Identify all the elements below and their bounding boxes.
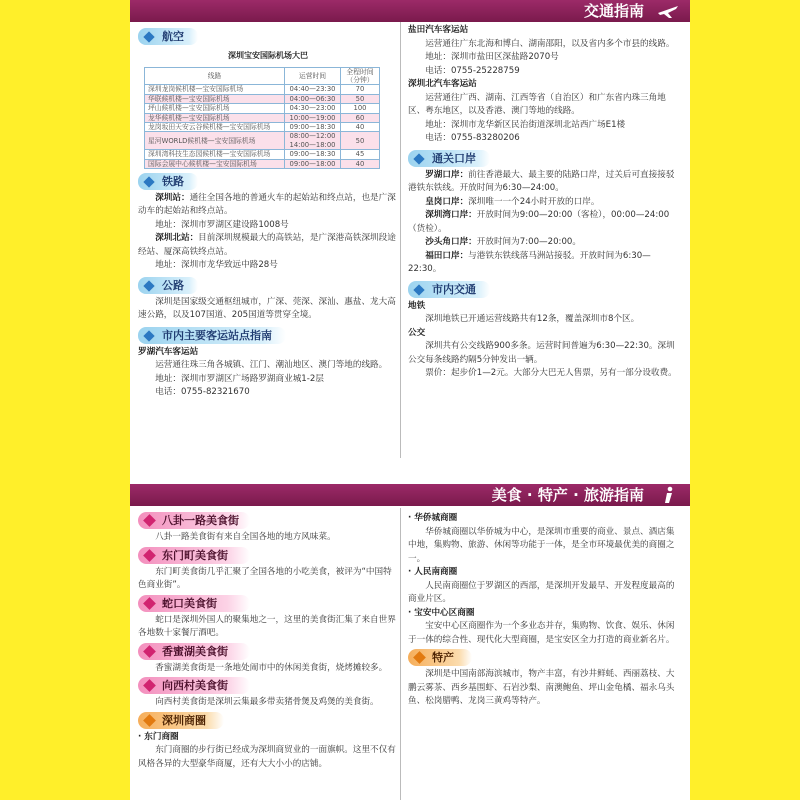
shenzhen-north-text: 深圳北站：目前深圳规模最大的高铁站，是广深港高铁深圳段途经站、厦深高铁终点站。: [138, 233, 396, 257]
shekou-food-street-heading: 蛇口美食街: [138, 595, 250, 612]
dongmen-food-street-heading: 东门町美食街: [138, 547, 250, 564]
luohu-station-phone: 电话：0755-82321670: [155, 387, 250, 398]
yantian-station-address: 地址：深圳市盐田区深盐路2070号: [425, 52, 559, 62]
xiangmihu-food-street-text: 香蜜湖美食街是一条地处闹市中的休闲美食街，烧烤摊较多。: [155, 662, 388, 673]
yantian-station-text: 运营通往广东北海和博白、湖南邵阳，以及省内多个市县的线路。: [425, 38, 675, 49]
luohu-station-title: 罗湖汽车客运站: [138, 346, 199, 357]
road-text: 深圳是国家级交通枢纽城市，广深、莞深、深汕、惠盐、龙大高速公路，以及107国道、205国道等贯穿全境。: [138, 296, 396, 321]
col-route: 线路: [145, 67, 285, 85]
baoan-shopping-title: · 宝安中心区商圈: [408, 607, 475, 618]
port-item: 深圳湾口岸：开放时间为9:00—20:00（客检），00:00—24:00（货检）。: [408, 210, 670, 234]
dongmen-shopping-text: 东门商圈的步行街已经成为深圳商贸业的一面旗帜。这里不仅有风格各异的大型豪华商厦，还有大大小小的店铺。: [138, 745, 396, 769]
transport-left-column: [138, 24, 398, 400]
bagua-food-street-heading: 八卦一路美食街: [138, 512, 250, 529]
shekou-food-street-text: 蛇口是深圳外国人的聚集地之一，这里的美食街汇集了来自世界各地数十家餐厅酒吧。: [138, 614, 396, 638]
food-left-column: [138, 510, 396, 771]
airplane-icon: [656, 2, 680, 20]
bus-stations-heading: 市内主要客运站点指南: [138, 327, 286, 344]
column-divider: [400, 508, 401, 800]
ports-heading: 通关口岸: [408, 150, 490, 167]
table-row: 深圳湾科技生态园候机楼—宝安国际机场 09:00—18:30 45: [145, 150, 380, 159]
shenzhen-station-text: 深圳站：通往全国各地的普通火车的起始站和终点站，也是广深动车的起始站和终点站。: [138, 192, 396, 217]
port-item: 福田口岸：与港铁东铁线落马洲站接驳。开放时间为6:30—22:30。: [408, 250, 651, 274]
guide-page: [130, 0, 690, 800]
renmin-shopping-text: 人民南商圈位于罗湖区的西部，是深圳开发最早、开发程度最高的商业片区。: [408, 580, 675, 604]
col-hours: 运营时间: [285, 67, 341, 85]
north-station-text: 运营通往广西、湖南、江西等省（自治区）和广东省内珠三角地区、粤东地区，以及香港、澳门等地的线路。: [408, 92, 666, 116]
table-row: 星河WORLD候机楼—宝安国际机场 08:00—12:00 14:00—18:00 50: [145, 132, 380, 150]
port-item: 罗湖口岸：前往香港最大、最主要的陆路口岸，过关后可直接接驳港铁东铁线。开放时间为6:30—24:00。: [408, 169, 675, 193]
xiangxi-food-street-heading: 向西村美食街: [138, 677, 250, 694]
col-mins: 全程时间（分钟）: [341, 67, 380, 85]
yantian-station-phone: 电话：0755-25228759: [425, 65, 520, 76]
road-heading: 公路: [138, 277, 198, 294]
luohu-station-text: 运营通往珠三角各城镇、江门、潮汕地区、澳门等地的线路。: [155, 360, 388, 371]
transport-banner: [130, 0, 690, 22]
table-row: 龙华候机楼—宝安国际机场 10:00—19:00 60: [145, 113, 380, 122]
bagua-food-street-text: 八卦一路美食街有来自全国各地的地方风味菜。: [155, 532, 336, 542]
specialty-heading: 特产: [408, 649, 472, 666]
port-item: 皇岗口岸：深圳唯一一个24小时开放的口岸。: [425, 196, 600, 207]
baoan-shopping-text: 宝安中心区商圈作为一个多业态并存，集购物、饮食、娱乐、休闲于一体的综合性、现代化大型商圈，是宝安区全力打造的商业新名片。: [408, 621, 675, 645]
yantian-station-title: 盐田汽车客运站: [408, 25, 469, 35]
port-item: 沙头角口岸：开放时间为7:00—20:00。: [425, 237, 581, 247]
huaqiao-shopping-title: · 华侨城商圈: [408, 513, 458, 523]
xiangmihu-food-street-heading: 香蜜湖美食街: [138, 643, 250, 660]
shenzhen-station-address: 地址：深圳市罗湖区建设路1008号: [155, 219, 289, 230]
specialty-text: 深圳是中国南部海滨城市，物产丰富，有沙井鲜蚝、西丽荔枝、大鹏云雾茶、西乡基围虾、石岩沙梨、南澳鲍鱼、坪山金龟橘、福永乌头鱼、松岗腊鸭、龙岗三黄鸡等特产。: [408, 669, 675, 706]
left-yellow-margin: [0, 0, 130, 800]
north-station-phone: 电话：0755-83280206: [425, 133, 520, 143]
food-banner-title: 美食 · 特产 · 旅游指南: [491, 486, 644, 504]
table-row: 坪山候机楼—宝安国际机场 04:30—23:00 100: [145, 104, 380, 113]
shopping-heading: 深圳商圈: [138, 712, 224, 729]
food-right-column: [408, 512, 680, 709]
metro-text: 深圳地铁已开通运营线路共有12条，覆盖深圳市8个区。: [425, 314, 640, 324]
table-row: 华联候机楼—宝安国际机场 04:00—06:30 50: [145, 94, 380, 103]
dongmen-food-street-text: 东门町美食街几乎汇聚了全国各地的小吃美食，被评为“中国特色商业街”。: [138, 566, 392, 590]
transport-right-column: [408, 24, 680, 381]
xiangxi-food-street-text: 向西村美食街是深圳云集最多带卖猪骨煲及鸡煲的美食街。: [155, 697, 379, 707]
air-heading: 航空: [138, 28, 198, 45]
airport-bus-table: [144, 67, 380, 169]
table-row: 深圳龙岗候机楼—宝安国际机场 04:40—23:30 70: [145, 85, 380, 94]
right-yellow-margin: [690, 0, 800, 800]
metro-title: 地铁: [408, 300, 426, 311]
transport-banner-title: 交通指南: [583, 2, 644, 20]
renmin-shopping-title: · 人民南商圈: [408, 567, 458, 577]
dongmen-shopping-title: · 东门商圈: [138, 731, 179, 742]
bus-title: 公交: [408, 327, 426, 338]
table-row: 国际会展中心候机楼—宝安国际机场 09:00—18:00 40: [145, 159, 380, 168]
rail-heading: 铁路: [138, 173, 198, 190]
north-station-title: 深圳北汽车客运站: [408, 79, 477, 89]
table-row: 龙岗坂田天安云谷候机楼—宝安国际机场 09:00—18:30 40: [145, 122, 380, 131]
food-banner: [130, 484, 690, 506]
shenzhen-north-address: 地址：深圳市龙华致远中路28号: [155, 260, 278, 271]
city-transport-heading: 市内交通: [408, 281, 490, 298]
fare-text: 票价：起步价1—2元。大部分大巴无人售票，另有一部分设收费。: [425, 368, 677, 378]
bus-text: 深圳共有公交线路900多条。运营时间普遍为6:30—22:30。深圳公交每条线路约隔5分钟发出一辆。: [408, 341, 675, 365]
column-divider: [400, 22, 401, 458]
info-icon: [656, 486, 680, 504]
huaqiao-shopping-text: 华侨城商圈以华侨城为中心，是深圳市重要的商业、景点、酒店集中地，集购物、旅游、休闲等功能于一体，是全市环境最优美的商圈之一。: [408, 526, 675, 564]
luohu-station-address: 地址：深圳市罗湖区广场路罗湖商业城1-2层: [155, 373, 324, 384]
bus-table-caption: 深圳宝安国际机场大巴: [228, 51, 308, 60]
north-station-address: 地址：深圳市龙华新区民治街道深圳北站西广场E1楼: [425, 119, 626, 130]
